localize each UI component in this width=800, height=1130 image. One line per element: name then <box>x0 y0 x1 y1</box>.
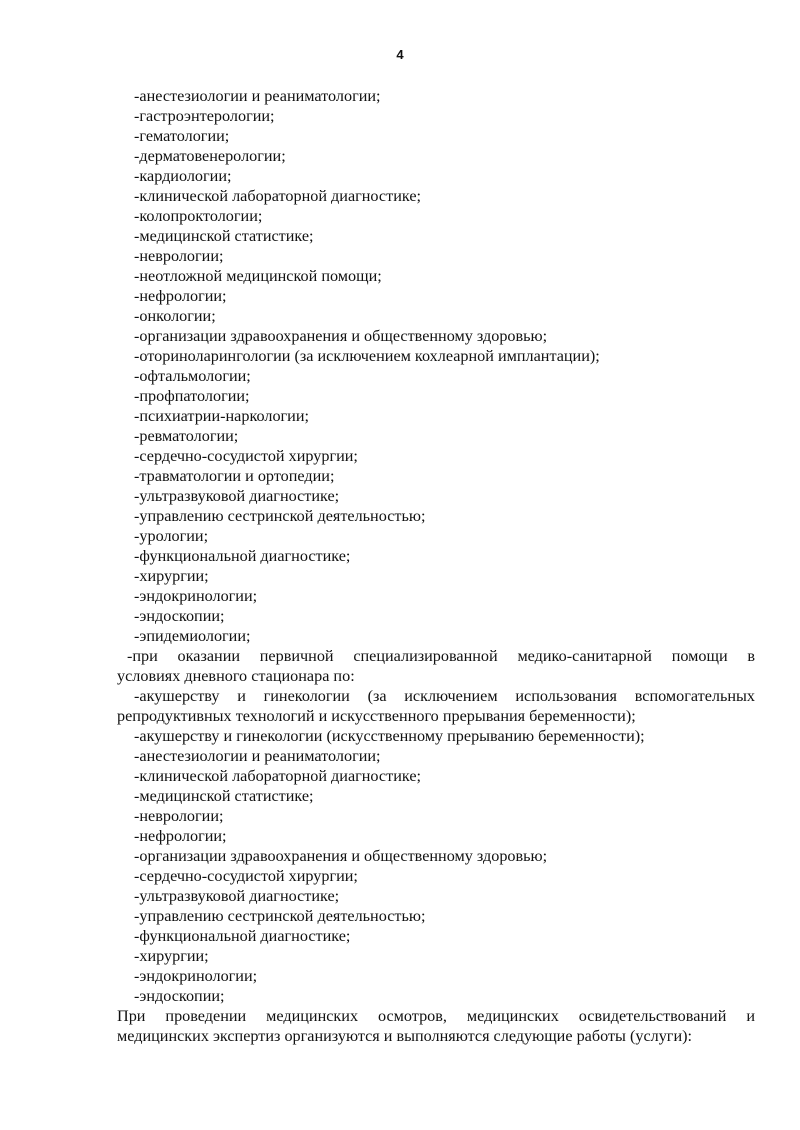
list-item: -эндоскопии; <box>134 987 225 1005</box>
list-item: -сердечно-сосудистой хирургии; <box>134 867 358 885</box>
list-item: -нефрологии; <box>134 287 227 305</box>
list-item: -сердечно-сосудистой хирургии; <box>134 447 358 465</box>
list-item: -акушерству и гинекологии (искусственному прерыванию беременности); <box>134 727 645 745</box>
list-item: -функциональной диагностике; <box>134 927 351 945</box>
list-item: -неврологии; <box>134 247 224 265</box>
day-hospital-intro-line1: -при оказании первичной специализированной медико-санитарной помощи в <box>127 647 755 665</box>
list-item: -психиатрии-наркологии; <box>134 407 310 425</box>
list-item: -клинической лабораторной диагностике; <box>134 767 421 785</box>
list-item: -урологии; <box>134 527 209 545</box>
day-hospital-intro-line2: условиях дневного стационара по: <box>117 667 355 685</box>
list-item: -профпатологии; <box>134 387 250 405</box>
list-item: -эпидемиологии; <box>134 627 251 645</box>
list-item: -кардиологии; <box>134 167 232 185</box>
list-item: -хирургии; <box>134 947 209 965</box>
list-item: -управлению сестринской деятельностью; <box>134 507 426 525</box>
list-item: -функциональной диагностике; <box>134 547 351 565</box>
document-body <box>117 86 755 1046</box>
closing-paragraph-line1: При проведении медицинских осмотров, медицинских освидетельствований и <box>117 1007 755 1025</box>
list-item: -эндокринологии; <box>134 587 258 605</box>
list-item: -оториноларингологии (за исключением кохлеарной имплантации); <box>134 347 600 365</box>
list-item: -управлению сестринской деятельностью; <box>134 907 426 925</box>
list-item: -гастроэнтерологии; <box>134 107 275 125</box>
page-number: 4 <box>396 47 404 62</box>
closing-paragraph-line2: медицинских экспертиз организуются и выполняются следующие работы (услуги): <box>117 1027 692 1045</box>
list-item: -ревматологии; <box>134 427 239 445</box>
list-item: -медицинской статистике; <box>134 787 314 805</box>
list-item: -неотложной медицинской помощи; <box>134 267 382 285</box>
list-item: -гематологии; <box>134 127 230 145</box>
list-item: -эндоскопии; <box>134 607 225 625</box>
list-item: -эндокринологии; <box>134 967 258 985</box>
list-item: -травматологии и ортопедии; <box>134 467 335 485</box>
list-item: -клинической лабораторной диагностике; <box>134 187 421 205</box>
day-hospital-list <box>117 726 755 1006</box>
list-item: -ультразвуковой диагностике; <box>134 887 340 905</box>
obstetrics-item-line2: репродуктивных технологий и искусственного прерывания беременности); <box>117 707 636 725</box>
list-item: -офтальмологии; <box>134 367 251 385</box>
list-item: -дерматовенерологии; <box>134 147 286 165</box>
list-item: -медицинской статистике; <box>134 227 314 245</box>
list-item: -анестезиологии и реаниматологии; <box>134 747 381 765</box>
list-item: -нефрологии; <box>134 827 227 845</box>
list-item: -анестезиологии и реаниматологии; <box>134 87 381 105</box>
list-item: -организации здравоохранения и общественному здоровью; <box>134 327 548 345</box>
list-item: -онкологии; <box>134 307 216 325</box>
primary-care-list <box>117 86 755 646</box>
list-item: -неврологии; <box>134 807 224 825</box>
obstetrics-item-line1: -акушерству и гинекологии (за исключением использования вспомогательных <box>134 687 755 705</box>
list-item: -колопроктологии; <box>134 207 263 225</box>
list-item: -хирургии; <box>134 567 209 585</box>
list-item: -организации здравоохранения и общественному здоровью; <box>134 847 548 865</box>
list-item: -ультразвуковой диагностике; <box>134 487 340 505</box>
